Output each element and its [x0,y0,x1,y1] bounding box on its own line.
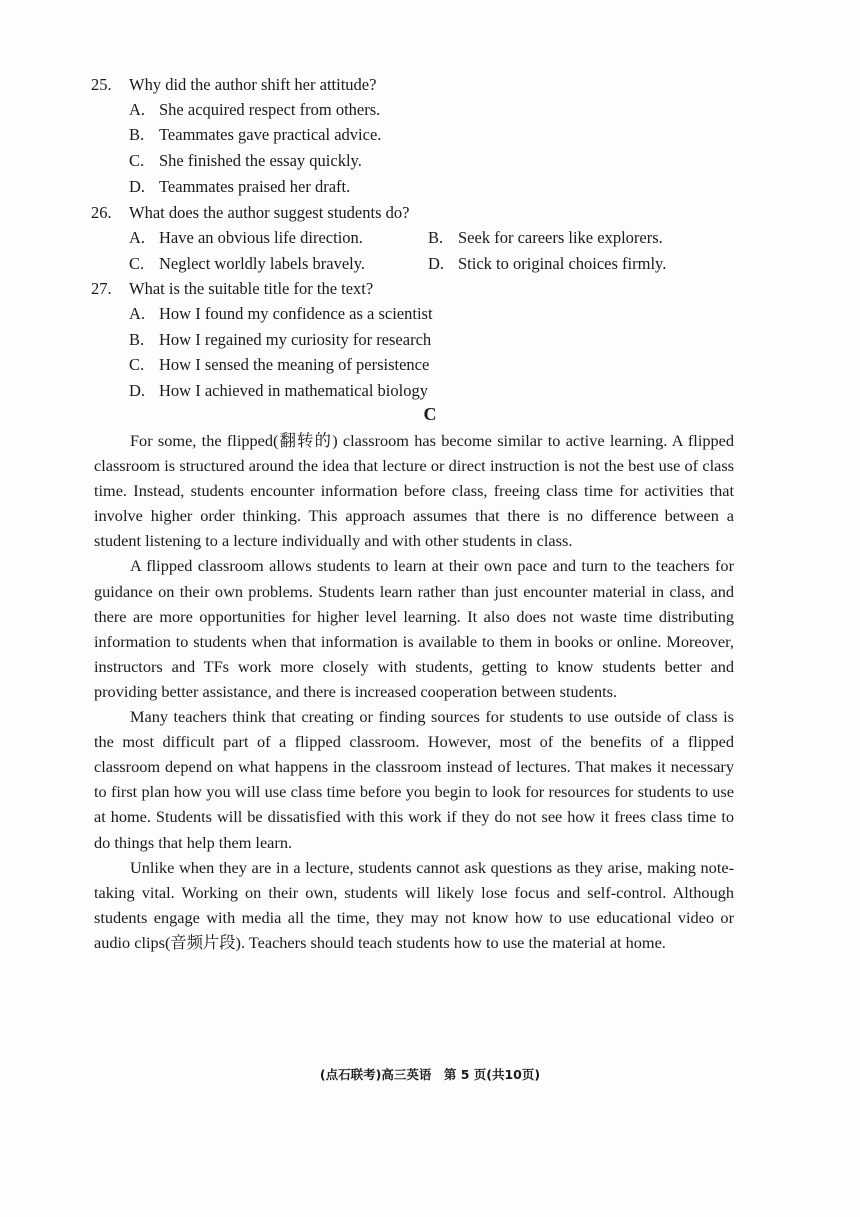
question-26-option-c [129,251,365,276]
option-text: Have an obvious life direction. [159,228,363,247]
option-letter: A. [129,100,146,119]
passage-paragraph-1: For some, the flipped(翻转的) classroom has become similar to active learning. A flipped classroom is structured around the idea that lecture or direct instruction is not the best use of class time. Instead, students encounter information before class, freeing class time for activities that involve higher order thinking. This approach assumes that there is no difference between a student listening to a lecture individually and with other students in class. [94,431,734,551]
question-number: 25. [91,75,112,94]
option-text: How I sensed the meaning of persistence [159,355,430,374]
option-text: Teammates gave practical advice. [159,125,382,144]
question-26-option-a [129,225,363,250]
option-text: Seek for careers like explorers. [458,228,663,247]
option-letter: B. [428,228,444,247]
page-footer: (点石联考)高三英语 第 5 页(共10页) [319,1067,541,1082]
question-27-stem [91,276,373,301]
question-25-option-b [129,122,381,147]
question-26-option-b [428,225,663,250]
question-25-option-a [129,97,380,122]
option-letter: D. [428,254,445,273]
reading-passage [94,428,734,955]
question-text: What is the suitable title for the text? [129,279,374,298]
option-text: She acquired respect from others. [159,100,381,119]
question-27-option-d [129,378,428,403]
question-number: 27. [91,279,112,298]
question-26-stem [91,200,409,225]
section-heading: C [423,404,437,424]
question-text: Why did the author shift her attitude? [129,75,377,94]
option-text: Stick to original choices firmly. [458,254,667,273]
option-letter: C. [129,355,145,374]
question-27-option-b [129,327,431,352]
question-25-stem [91,72,376,97]
option-text: How I found my confidence as a scientist [159,304,433,323]
option-letter: A. [129,304,146,323]
question-25-option-d [129,174,350,199]
option-letter: A. [129,228,146,247]
option-text: How I achieved in mathematical biology [159,381,428,400]
option-letter: B. [129,125,145,144]
question-number: 26. [91,203,112,222]
option-text: She finished the essay quickly. [159,151,362,170]
option-letter: C. [129,254,145,273]
passage-paragraph-3: Many teachers think that creating or finding sources for students to use outside of class is the most difficult part of a flipped classroom. However, most of the benefits of a flipped classroom depend on what happens in the classroom instead of lectures. That makes it necessary to first plan how you will use class time before you begin to look for resources for students to use at home. Students will be dissatisfied with this work if they do not see how it frees class time to do things that help them learn. [94,707,734,852]
option-text: Neglect worldly labels bravely. [159,254,366,273]
passage-paragraph-4: Unlike when they are in a lecture, students cannot ask questions as they arise, making note-taking vital. Working on their own, students will likely lose focus and self-control. Although students engage with media all the time, they may not know how to use educational video or audio clips(音频片段). Teachers should teach students how to use the material at home. [94,857,734,952]
question-27-option-c [129,352,429,377]
question-26-option-d [428,251,666,276]
option-text: How I regained my curiosity for research [159,330,432,349]
option-text: Teammates praised her draft. [159,177,351,196]
question-25-option-c [129,148,362,173]
option-letter: D. [129,381,146,400]
option-letter: B. [129,330,145,349]
question-27-option-a [129,301,433,326]
question-text: What does the author suggest students do? [129,203,410,222]
option-letter: D. [129,177,146,196]
passage-paragraph-2: A flipped classroom allows students to learn at their own pace and turn to the teachers for guidance on their own problems. Students learn rather than just encounter material in class, and there are more opportunities for higher level learning. It also does not waste time distributing information to students when that information is available to them in books or online. Moreover, instructors and TFs work more closely with students, getting to know students better and providing better assistance, and there is increased cooperation between students. [94,556,734,701]
option-letter: C. [129,151,145,170]
